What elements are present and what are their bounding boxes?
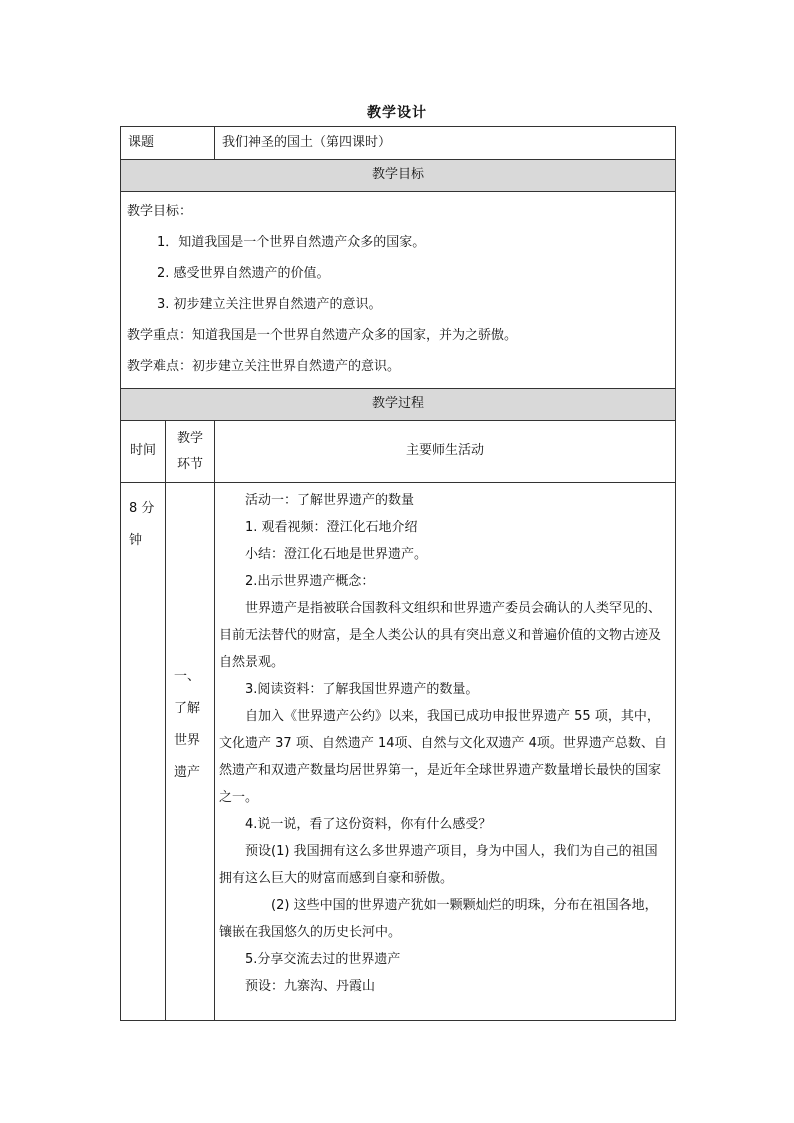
time-cell: 8 分钟 — [121, 483, 166, 1021]
topic-row — [121, 127, 676, 160]
goals-header-row — [121, 160, 676, 192]
activity-line: 4.说一说，看了这份资料，你有什么感受？ — [245, 817, 492, 832]
activity-paragraph: 自加入《世界遗产公约》以来，我国已成功申报世界遗产 55 项，其中，文化遗产 37 项、自然遗产 14项、自然与文化双遗产 4项。世界遗产总数、自然遗产和双遗产数量均居世界第一，是近年全球世界遗产数量增长最快的国家之一。 — [219, 709, 667, 805]
activity-cell — [215, 483, 676, 1021]
activity-line: 小结：澄江化石地是世界遗产。 — [245, 547, 428, 562]
activity-line: 预设：九寨沟、丹霞山 — [245, 979, 376, 994]
col-stage-header: 教学环节 — [166, 421, 215, 483]
activity-line: 3.阅读资料：了解我国世界遗产的数量。 — [245, 682, 479, 697]
topic-value: 我们神圣的国土（第四课时） — [215, 127, 676, 160]
activity-line: 2.出示世界遗产概念： — [245, 574, 375, 589]
activity-title: 活动一：了解世界遗产的数量 — [245, 493, 415, 508]
activity-line: 5.分享交流去过的世界遗产 — [245, 952, 401, 967]
difficulty: 教学难点：初步建立关注世界自然遗产的意识。 — [127, 359, 401, 374]
goal-item: 3. 初步建立关注世界自然遗产的意识。 — [157, 297, 382, 312]
activity-paragraph: 预设(1) 我国拥有这么多世界遗产项目，身为中国人，我们为自己的祖国拥有这么巨大的财富而感到自豪和骄傲。 — [219, 844, 658, 886]
process-row — [121, 483, 676, 1021]
key-point: 教学重点：知道我国是一个世界自然遗产众多的国家，并为之骄傲。 — [127, 328, 518, 343]
topic-label: 课题 — [121, 127, 215, 160]
activity-paragraph: 世界遗产是指被联合国教科文组织和世界遗产委员会确认的人类罕见的、目前无法替代的财富，是全人类公认的具有突出意义和普遍价值的文物古迹及自然景观。 — [219, 601, 662, 670]
activity-paragraph: (2) 这些中国的世界遗产犹如一颗颗灿烂的明珠，分布在祖国各地，镶嵌在我国悠久的历史长河中。 — [219, 898, 658, 940]
goal-item: 1．知道我国是一个世界自然遗产众多的国家。 — [157, 235, 426, 250]
col-activity-header: 主要师生活动 — [215, 421, 676, 483]
goals-intro: 教学目标： — [127, 204, 193, 219]
activity-line: 1. 观看视频：澄江化石地介绍 — [245, 520, 418, 535]
goal-item: 2. 感受世界自然遗产的价值。 — [157, 266, 330, 281]
col-time-header: 时间 — [121, 421, 166, 483]
goals-cell — [121, 192, 676, 389]
process-header-row — [121, 389, 676, 421]
process-columns-row — [121, 421, 676, 483]
stage-cell — [166, 483, 215, 1021]
document-title: 教学设计 — [367, 105, 427, 121]
goals-section-title: 教学目标 — [121, 160, 676, 192]
goals-row — [121, 192, 676, 389]
process-section-title: 教学过程 — [121, 389, 676, 421]
lesson-plan-table — [120, 126, 676, 1021]
stage-text: 一、了解 世界 遗产 — [174, 669, 201, 780]
